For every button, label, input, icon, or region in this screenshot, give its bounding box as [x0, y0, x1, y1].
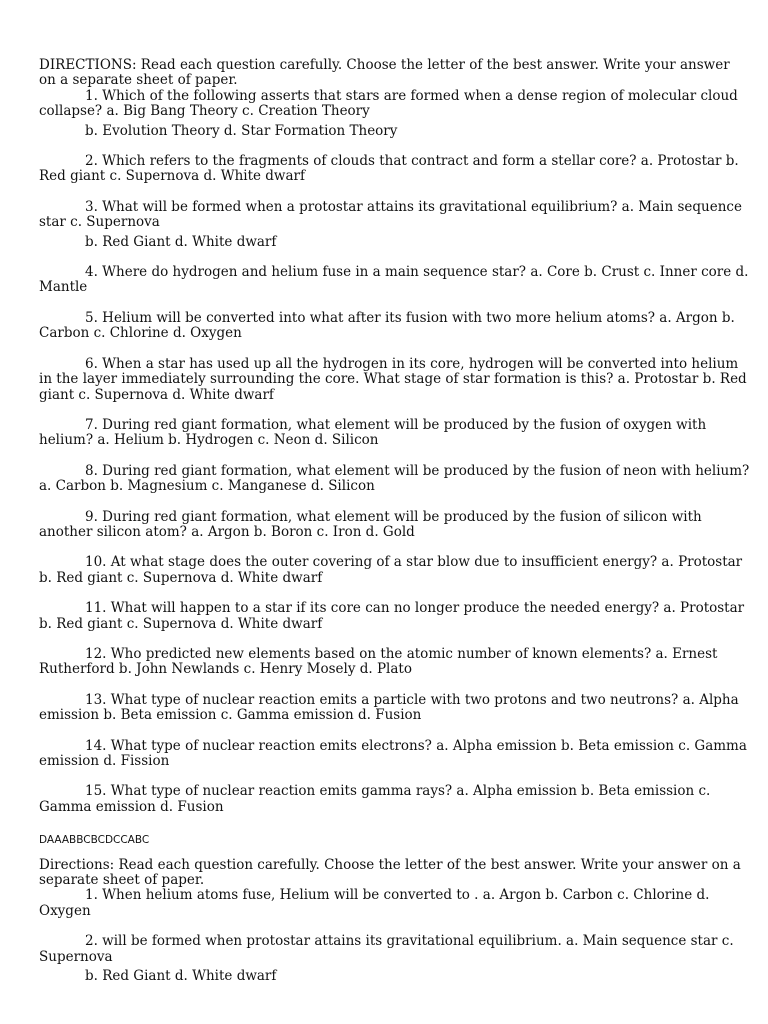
- question-4: 4. Where do hydrogen and helium fuse in a main sequence star? a. Core b. Crust c. Inner core d. Mantle: [39, 264, 749, 296]
- question-3: 3. What will be formed when a protostar attains its gravitational equilibrium? a. Main sequence star c. Supernova: [39, 198, 742, 231]
- question-15: 15. What type of nuclear reaction emits gamma rays? a. Alpha emission b. Beta emission c. Gamma emission d. Fusion: [39, 783, 711, 815]
- question-8: 8. During red giant formation, what element will be produced by the fusion of neon with helium? a. Carbon b. Magnesium c. Manganese d. Silicon: [39, 462, 750, 495]
- question-7: 7. During red giant formation, what element will be produced by the fusion of oxygen with helium? a. Helium b. Hydrogen c. Neon d. Silicon: [39, 416, 707, 449]
- question-10: 10. At what stage does the outer covering of a star blow due to insufficient energy? a. Protostar b. Red giant c. Supernova d. White dwarf: [39, 554, 743, 586]
- answer-key: DAAABBCBCDCCABC: [39, 834, 150, 847]
- question-2-2-choices-cont: b. Red Giant d. White dwarf: [85, 968, 277, 985]
- question-9: 9. During red giant formation, what element will be produced by the fusion of silicon with another silicon atom? a. Argon b. Boron c. Iron d. Gold: [39, 508, 702, 540]
- question-3-choices-cont: b. Red Giant d. White dwarf: [85, 233, 277, 250]
- question-2-2: 2. will be formed when protostar attains its gravitational equilibrium. a. Main sequence star c. Supernova: [39, 933, 734, 965]
- question-1: 1. Which of the following asserts that stars are formed when a dense region of molecular cloud collapse? a. Big Bang Theory c. Creation Theory: [39, 87, 738, 120]
- question-1-choices-cont: b. Evolution Theory d. Star Formation Theory: [85, 122, 398, 139]
- question-6: 6. When a star has used up all the hydrogen in its core, hydrogen will be converted into helium in the layer immediately surrounding the core. What stage of star formation is this? a. Protostar b. Red giant c. Supernova d. White dwarf: [39, 355, 747, 403]
- directions: DIRECTIONS: Read each question carefully. Choose the letter of the best answer. Write your answer on a separate sheet of paper.: [39, 57, 730, 89]
- question-14: 14. What type of nuclear reaction emits electrons? a. Alpha emission b. Beta emission c. Gamma emission d. Fission: [39, 737, 747, 769]
- question-11: 11. What will happen to a star if its core can no longer produce the needed energy? a. Protostar b. Red giant c. Supernova d. White dwarf: [39, 600, 745, 632]
- question-5: 5. Helium will be converted into what after its fusion with two more helium atoms? a. Argon b. Carbon c. Chlorine d. Oxygen: [39, 309, 735, 342]
- question-13: 13. What type of nuclear reaction emits a particle with two protons and two neutrons? a. Alpha emission b. Beta emission c. Gamma emission d. Fusion: [39, 691, 739, 724]
- question-2: 2. Which refers to the fragments of clouds that contract and form a stellar core? a. Protostar b. Red giant c. Supernova d. White dwarf: [39, 153, 739, 185]
- question-12: 12. Who predicted new elements based on the atomic number of known elements? a. Ernest Rutherford b. John Newlands c. Henry Mosely d. Plato: [39, 645, 718, 678]
- question-2-1: 1. When helium atoms fuse, Helium will be converted to . a. Argon b. Carbon c. Chlorine d. Oxygen: [39, 887, 710, 919]
- directions-2: Directions: Read each question carefully. Choose the letter of the best answer. Write your answer on a separate sheet of paper.: [39, 856, 741, 889]
